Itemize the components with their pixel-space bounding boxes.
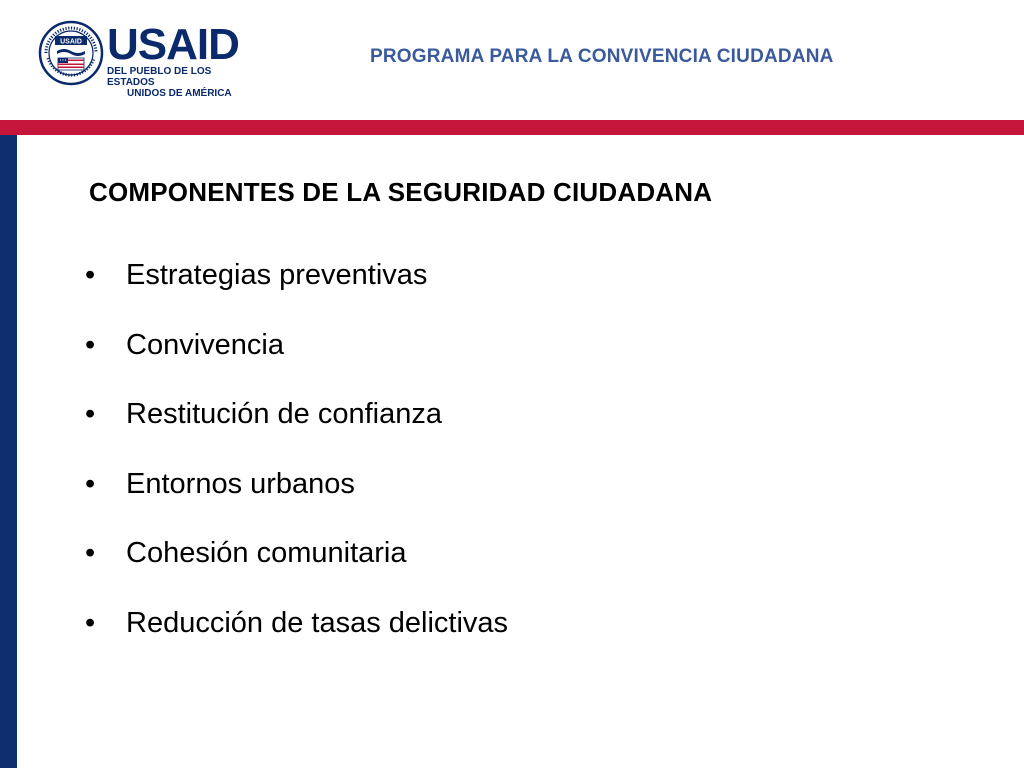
header-red-band: [0, 120, 1024, 135]
list-item-text: Estrategias preventivas: [126, 259, 428, 291]
bullet-dot-icon: •: [85, 537, 96, 569]
slide-heading: COMPONENTES DE LA SEGURIDAD CIUDADANA: [89, 177, 713, 207]
list-item-text: Reducción de tasas delictivas: [126, 606, 509, 639]
usaid-tagline-line1: DEL PUEBLO DE LOS ESTADOS: [107, 66, 212, 88]
usaid-seal-logo: [38, 20, 104, 86]
left-blue-bar: [0, 135, 17, 768]
bullet-dot-icon: •: [85, 606, 96, 639]
list-item-text: Restitución de confianza: [126, 398, 442, 430]
bullet-dot-icon: •: [85, 467, 96, 500]
usaid-wordmark-text: USAID: [107, 20, 239, 69]
bullet-dot-icon: •: [85, 259, 96, 291]
list-item-text: Cohesión comunitaria: [126, 537, 407, 569]
usaid-tagline-line2: UNIDOS DE AMÉRICA: [127, 88, 232, 99]
slide-header: [0, 0, 1024, 120]
bullet-dot-icon: •: [85, 398, 96, 430]
bullet-dot-icon: •: [85, 328, 96, 361]
seal-text: USAID: [60, 38, 82, 46]
program-title: PROGRAMA PARA LA CONVIVENCIA CIUDADANA: [370, 46, 834, 67]
list-item-text: Convivencia: [126, 328, 284, 361]
list-item-text: Entornos urbanos: [126, 467, 355, 500]
usaid-tagline: [107, 66, 257, 99]
usaid-wordmark: [107, 20, 257, 99]
